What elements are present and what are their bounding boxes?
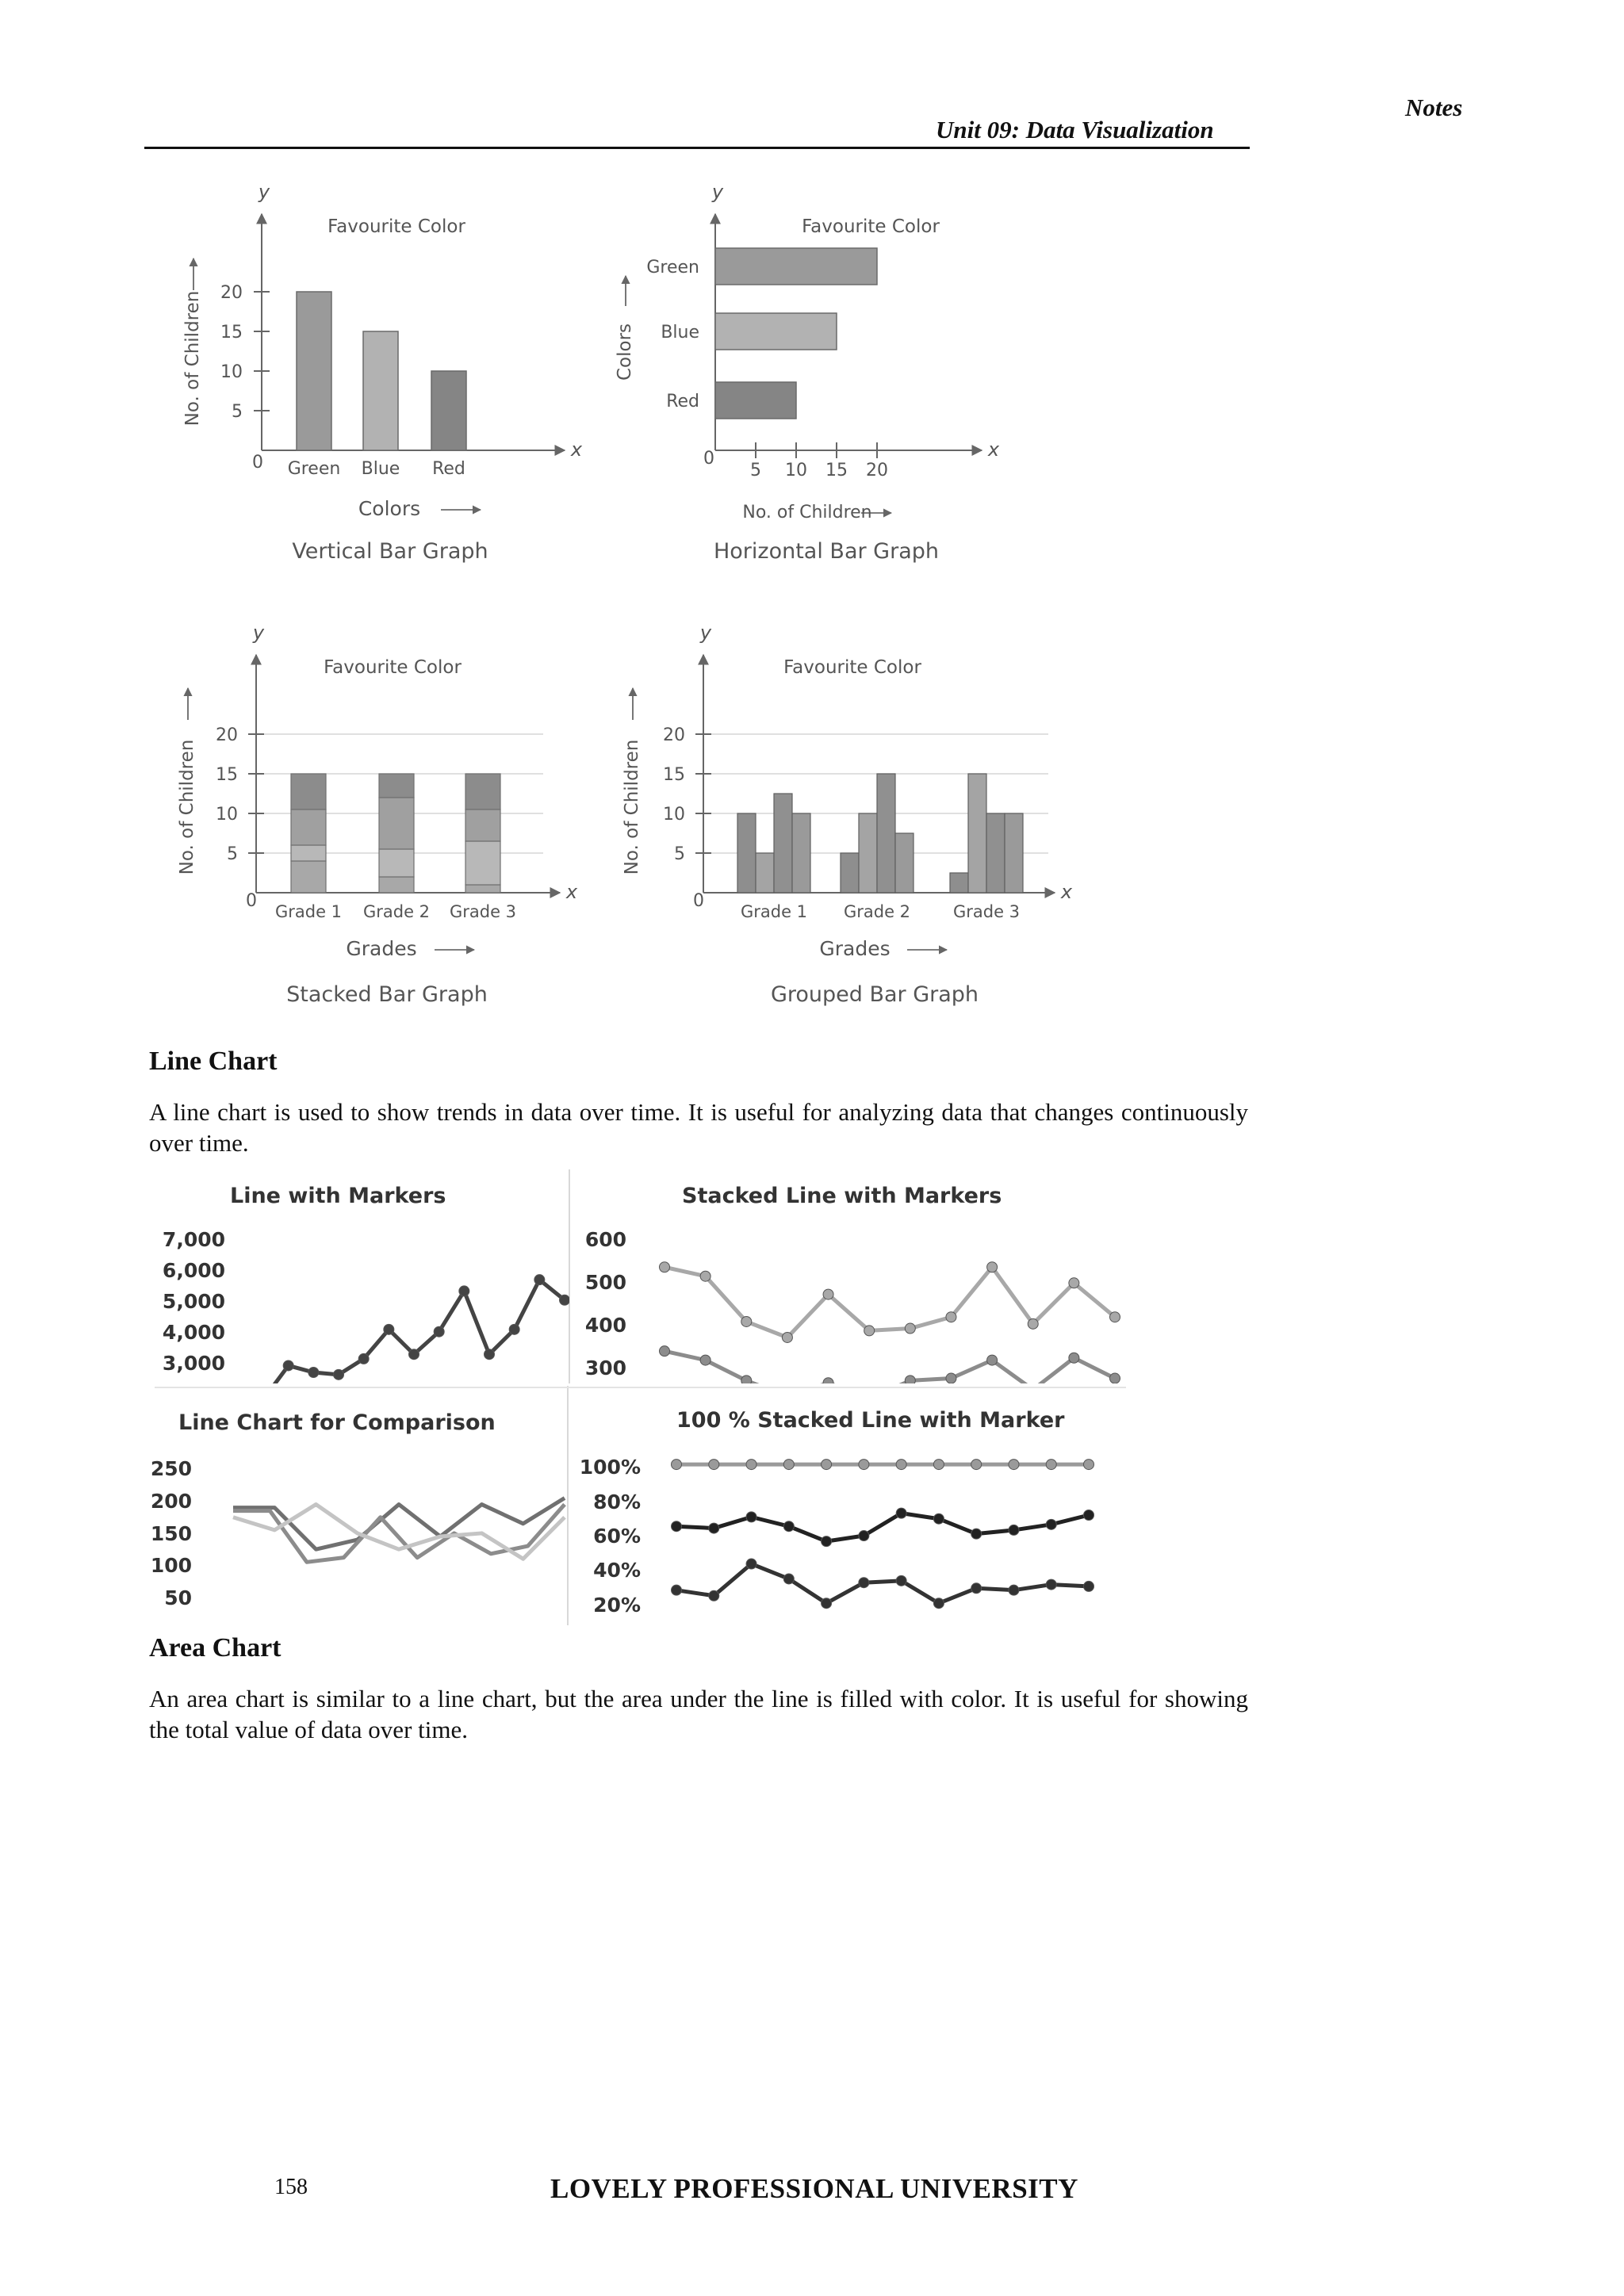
y-tick-label: 5: [227, 844, 238, 864]
data-point: [709, 1590, 719, 1601]
data-point: [783, 1574, 794, 1584]
bar: [877, 774, 895, 893]
y-tick-label: 5: [232, 402, 243, 422]
data-point: [1009, 1585, 1019, 1595]
origin-label: 0: [703, 449, 714, 469]
data-point: [709, 1523, 719, 1533]
data-point: [308, 1368, 319, 1378]
y-tick-label: 100: [151, 1554, 192, 1577]
data-point: [434, 1326, 444, 1337]
data-point: [409, 1349, 419, 1360]
bar-segment: [465, 885, 500, 893]
y-tick-label: 40%: [593, 1559, 641, 1582]
data-point: [933, 1513, 944, 1524]
graph-caption: Horizontal Bar Graph: [713, 539, 940, 564]
panel-title: 100 % Stacked Line with Marker: [676, 1408, 1065, 1433]
y-tick-label: 10: [220, 362, 243, 382]
y-tick-label: 15: [216, 765, 238, 785]
y-tick-label: 60%: [593, 1525, 641, 1548]
bar: [715, 248, 877, 285]
y-axis-label: No. of Children: [177, 739, 197, 875]
bar: [363, 331, 398, 450]
y-axis-label: No. of Children: [182, 290, 203, 427]
y-axis-label: Colors: [615, 323, 635, 381]
y-tick-label: 3,000: [162, 1352, 225, 1375]
bar: [431, 371, 466, 450]
data-point: [1009, 1525, 1019, 1535]
footer-university: LOVELY PROFESSIONAL UNIVERSITY: [550, 2173, 1078, 2204]
data-point: [822, 1536, 832, 1547]
x-tick-label: Grade 1: [274, 902, 343, 921]
bar: [756, 853, 774, 893]
data-point: [1028, 1318, 1038, 1329]
data-point: [485, 1349, 495, 1360]
data-point: [1009, 1460, 1019, 1470]
data-point: [783, 1460, 794, 1470]
x-axis-label: Colors: [358, 497, 421, 520]
data-point: [1069, 1353, 1079, 1363]
bar: [715, 382, 796, 419]
data-point: [971, 1460, 982, 1470]
data-point: [334, 1369, 344, 1380]
x-tick-label: Blue: [361, 459, 400, 479]
data-point: [746, 1559, 756, 1569]
data-point: [459, 1286, 469, 1296]
y-tick-label: 7,000: [162, 1228, 225, 1251]
data-point: [1046, 1579, 1056, 1590]
y-tick-label: 500: [584, 1271, 626, 1294]
bar: [859, 813, 877, 893]
data-point: [746, 1512, 756, 1522]
data-point: [971, 1529, 982, 1539]
y-tick-label: 200: [151, 1490, 192, 1513]
bar: [895, 833, 914, 893]
x-tick-label: 10: [785, 461, 807, 480]
y-axis-letter: y: [258, 181, 270, 203]
chart-title: Favourite Color: [783, 657, 921, 678]
x-axis-letter: x: [570, 438, 583, 461]
bar: [737, 813, 756, 893]
data-point: [560, 1295, 570, 1305]
data-point: [864, 1326, 875, 1336]
panel-title: Line with Markers: [230, 1184, 446, 1208]
graph-caption: Vertical Bar Graph: [292, 539, 488, 564]
x-axis-letter: x: [565, 881, 578, 903]
data-point: [987, 1355, 998, 1365]
y-tick-label: 80%: [593, 1490, 641, 1513]
data-point: [1084, 1510, 1094, 1521]
y-tick-label: 10: [216, 805, 238, 825]
bar-segment: [379, 798, 414, 849]
y-tick-label: 600: [584, 1228, 626, 1251]
y-tick-label: 100%: [579, 1456, 641, 1479]
x-axis-letter: x: [987, 438, 1000, 461]
bar: [986, 813, 1005, 893]
bar-segment: [291, 774, 326, 809]
y-axis-letter: y: [711, 181, 724, 203]
data-point: [1084, 1460, 1094, 1470]
data-point: [709, 1460, 719, 1470]
x-axis-label: Grades: [346, 937, 417, 960]
area-chart-paragraph: An area chart is similar to a line chart, but the area under the line is filled with color. It is useful for showing the total value of data over time.: [149, 1685, 1248, 1743]
data-point: [896, 1575, 906, 1586]
x-tick-label: Red: [432, 459, 465, 479]
horizontal-bar-graph: [615, 181, 1000, 564]
y-tick-label: 10: [663, 805, 685, 825]
data-point: [896, 1508, 906, 1518]
x-tick-label: 15: [825, 461, 848, 480]
y-tick-label: 250: [151, 1457, 192, 1480]
bar-graphs-figure: [159, 178, 1078, 1035]
grouped-bar-graph: [622, 622, 1073, 1007]
unit-header: Unit 09: Data Visualization: [936, 116, 1214, 144]
bar: [968, 774, 986, 893]
y-tick-label: 15: [220, 323, 243, 342]
origin-label: 0: [693, 891, 704, 911]
data-point: [384, 1324, 394, 1334]
bar-segment: [379, 774, 414, 798]
x-tick-label: 5: [750, 461, 761, 480]
x-axis-label: No. of Children: [742, 503, 872, 522]
data-point: [822, 1598, 832, 1609]
y-tick-label: 20: [663, 725, 685, 745]
bar: [841, 853, 859, 893]
data-point: [933, 1598, 944, 1609]
page-number: 158: [274, 2175, 308, 2199]
header-rule: [144, 147, 1250, 149]
bar-segment: [465, 841, 500, 885]
data-point: [534, 1275, 545, 1285]
area-chart-heading: Area Chart: [149, 1633, 282, 1663]
data-point: [1110, 1312, 1120, 1322]
bar-segment: [291, 809, 326, 845]
x-tick-label: Grade 3: [449, 902, 517, 921]
bar: [1005, 813, 1023, 893]
data-point: [700, 1355, 710, 1365]
x-tick-label: Grade 2: [843, 902, 911, 921]
y-tick-label: Red: [666, 392, 699, 411]
bar-segment: [379, 877, 414, 893]
x-tick-label: 20: [866, 461, 888, 480]
data-point: [822, 1460, 832, 1470]
y-tick-label: 6,000: [162, 1259, 225, 1282]
data-point: [1069, 1278, 1079, 1288]
data-point: [782, 1332, 792, 1342]
bar: [792, 813, 810, 893]
data-point: [859, 1578, 869, 1588]
data-point: [987, 1262, 998, 1272]
y-axis-letter: y: [252, 622, 265, 644]
y-tick-label: Blue: [661, 323, 699, 342]
data-point: [1046, 1519, 1056, 1529]
y-tick-label: Green: [646, 258, 699, 277]
graph-caption: Grouped Bar Graph: [770, 982, 979, 1007]
y-tick-label: 150: [151, 1522, 192, 1545]
data-point: [672, 1460, 682, 1470]
data-point: [896, 1460, 906, 1470]
x-axis-letter: x: [1060, 881, 1073, 903]
data-point: [672, 1585, 682, 1595]
data-point: [905, 1323, 915, 1334]
data-point: [660, 1262, 670, 1272]
data-point: [509, 1324, 519, 1334]
data-point: [823, 1289, 833, 1299]
data-point: [700, 1271, 710, 1281]
bar: [715, 313, 837, 350]
chart-title: Favourite Color: [327, 216, 465, 237]
origin-label: 0: [246, 891, 257, 911]
vertical-bar-graph: [182, 181, 583, 564]
y-tick-label: 5: [674, 844, 685, 864]
data-point: [746, 1460, 756, 1470]
data-point: [946, 1312, 956, 1322]
data-point: [859, 1460, 869, 1470]
bar-segment: [379, 849, 414, 877]
data-point: [672, 1521, 682, 1532]
bar-segment: [465, 774, 500, 809]
data-point: [971, 1583, 982, 1594]
bar: [297, 292, 331, 450]
bar-segment: [291, 845, 326, 861]
bar-segment: [465, 809, 500, 841]
data-point: [933, 1460, 944, 1470]
bar: [774, 794, 792, 893]
x-tick-label: Grade 3: [952, 902, 1021, 921]
data-point: [1084, 1581, 1094, 1591]
notes-label: Notes: [1405, 94, 1463, 121]
y-tick-label: 4,000: [162, 1321, 225, 1344]
data-point: [859, 1531, 869, 1541]
y-tick-label: 50: [164, 1586, 192, 1609]
y-tick-label: 20: [216, 725, 238, 745]
data-point: [1110, 1373, 1120, 1383]
y-tick-label: 20%: [593, 1594, 641, 1617]
panel-title: Line Chart for Comparison: [178, 1410, 496, 1435]
graph-caption: Stacked Bar Graph: [286, 982, 488, 1007]
y-tick-label: 20: [220, 283, 243, 303]
data-point: [358, 1353, 369, 1364]
chart-title: Favourite Color: [802, 216, 940, 237]
data-point: [1046, 1460, 1056, 1470]
data-point: [283, 1360, 293, 1371]
bar: [950, 873, 968, 893]
origin-label: 0: [252, 453, 263, 473]
stacked-bar-graph: [177, 622, 578, 1007]
x-tick-label: Grade 1: [740, 902, 808, 921]
y-tick-label: 5,000: [162, 1290, 225, 1313]
y-tick-label: 300: [584, 1357, 626, 1380]
y-tick-label: 400: [584, 1314, 626, 1337]
x-axis-label: Grades: [819, 937, 891, 960]
y-axis-letter: y: [699, 622, 712, 644]
chart-title: Favourite Color: [324, 657, 462, 678]
x-tick-label: Grade 2: [362, 902, 431, 921]
data-point: [741, 1316, 752, 1326]
bar-segment: [291, 861, 326, 893]
x-tick-label: Green: [287, 459, 341, 479]
data-point: [660, 1346, 670, 1357]
y-tick-label: 15: [663, 765, 685, 785]
panel-title: Stacked Line with Markers: [682, 1184, 1002, 1208]
y-axis-label: No. of Children: [622, 739, 642, 875]
line-chart-paragraph: A line chart is used to show trends in data over time. It is useful for analyzing data that changes continuously over time.: [149, 1098, 1248, 1157]
line-chart-heading: Line Chart: [149, 1047, 278, 1076]
data-point: [783, 1521, 794, 1532]
line-charts-figure: [151, 1165, 1134, 1625]
data-point: [946, 1373, 956, 1383]
